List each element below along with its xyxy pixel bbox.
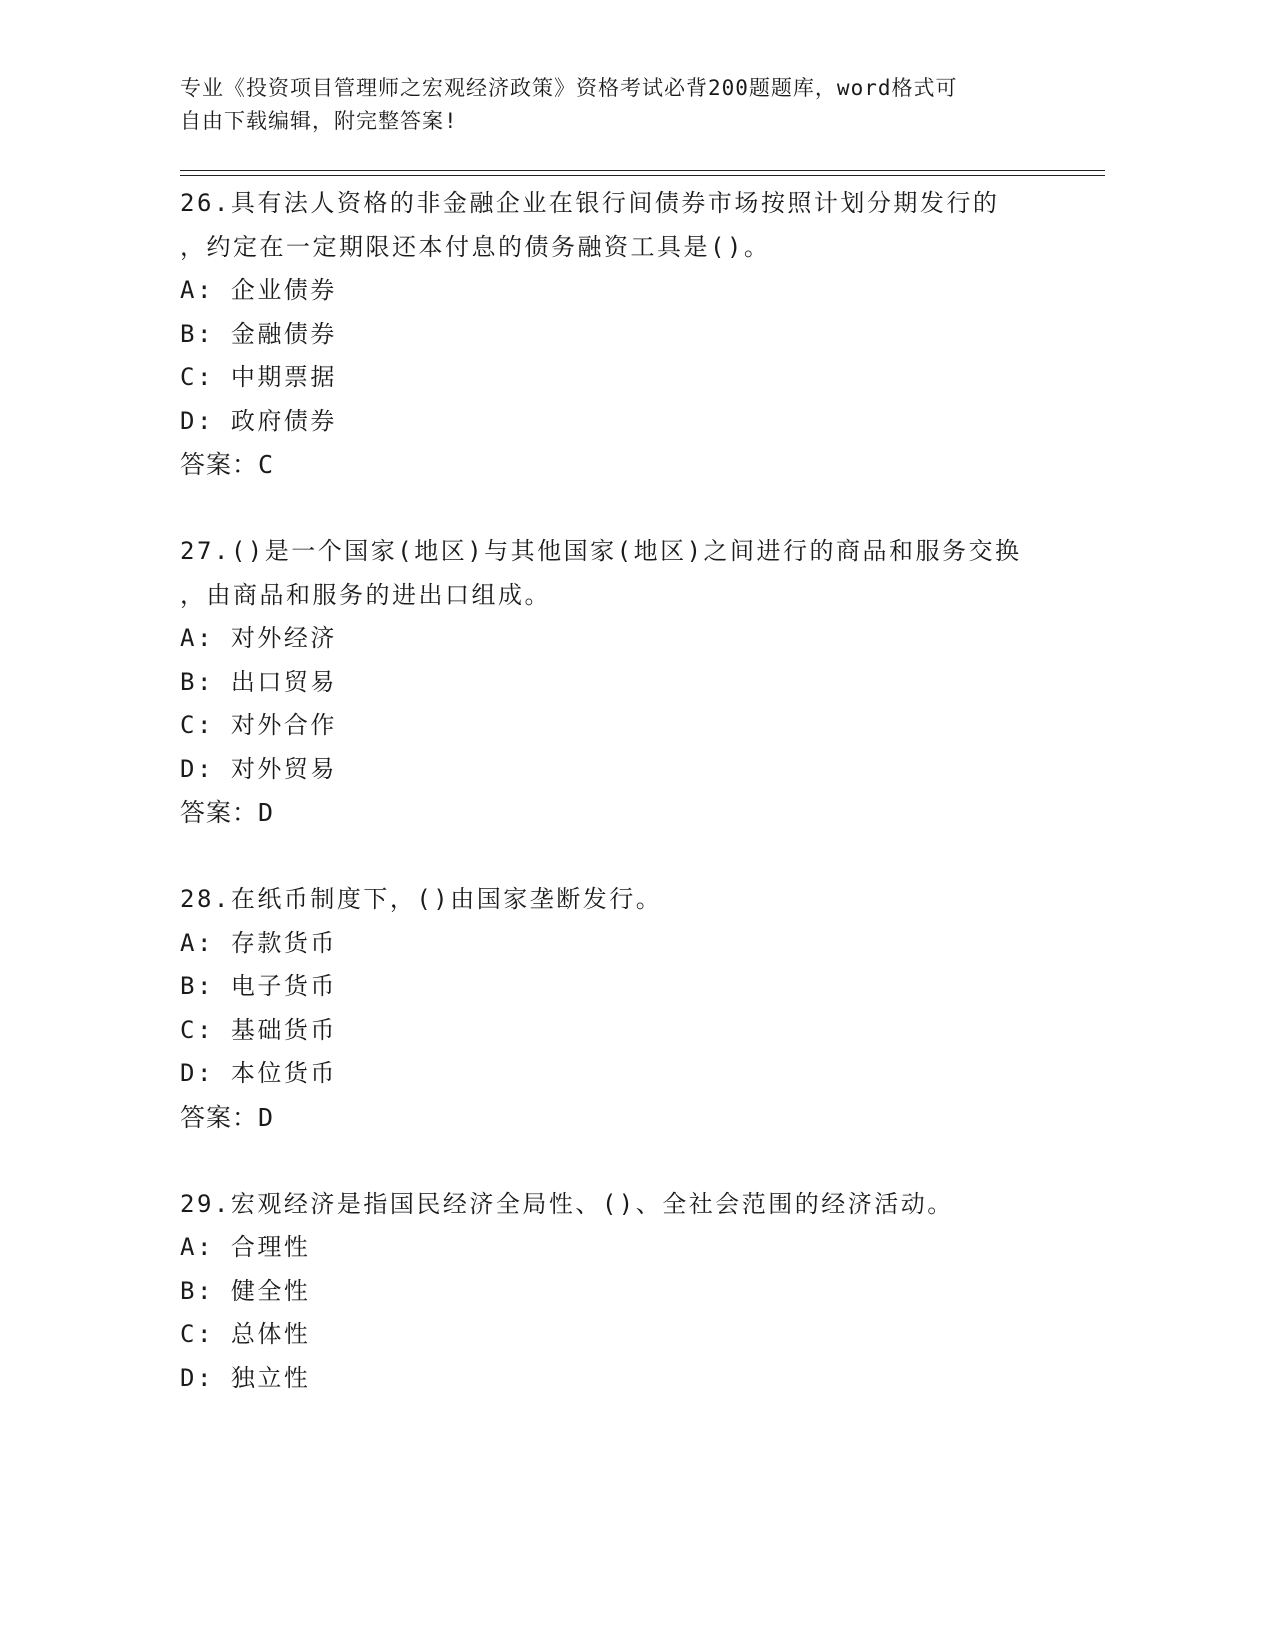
option-a: A: 合理性 [180,1233,311,1261]
option-a: A: 存款货币 [180,928,337,957]
header-line-1: 专业《投资项目管理师之宏观经济政策》资格考试必背200题题库，word格式可 [180,76,958,100]
option-b: B: 金融债券 [180,319,337,348]
option-c: C: 总体性 [180,1320,311,1348]
question-27 [180,530,1080,835]
answer: 答案：C [180,450,275,479]
option-b: B: 出口贸易 [180,667,337,696]
option-a: A: 对外经济 [180,624,337,652]
header-line-2: 自由下载编辑，附完整答案! [180,109,458,133]
question-gap [180,1139,1080,1183]
question-stem: 27.()是一个国家(地区)与其他国家(地区)之间进行的商品和服务交换 [180,537,1022,565]
question-stem: 29.宏观经济是指国民经济全局性、()、全社会范围的经济活动。 [180,1189,954,1218]
option-d: D: 独立性 [180,1363,311,1392]
header-divider-top [180,170,1105,171]
question-gap [180,487,1080,531]
option-d: D: 本位货币 [180,1059,337,1087]
question-26 [180,182,1080,487]
question-stem: 26.具有法人资格的非金融企业在银行间债券市场按照计划分期发行的 [180,189,1000,217]
option-c: C: 基础货币 [180,1015,337,1044]
question-stem-continued: ，由商品和服务的进出口组成。 [180,580,551,609]
option-c: C: 对外合作 [180,711,337,739]
question-29 [180,1183,1080,1401]
answer: 答案：D [180,1102,275,1132]
option-d: D: 政府债券 [180,406,337,435]
option-c: C: 中期票据 [180,363,337,391]
question-stem-continued: ，约定在一定期限还本付息的债务融资工具是()。 [180,232,771,261]
option-b: B: 健全性 [180,1276,311,1305]
document-header [180,72,1060,138]
question-28 [180,878,1080,1139]
option-d: D: 对外贸易 [180,754,337,783]
option-b: B: 电子货币 [180,972,337,1000]
question-stem: 28.在纸币制度下，()由国家垄断发行。 [180,885,663,913]
question-list [180,182,1080,1400]
header-divider-bottom [180,175,1105,176]
answer: 答案：D [180,798,275,827]
option-a: A: 企业债券 [180,276,337,304]
question-gap [180,835,1080,879]
